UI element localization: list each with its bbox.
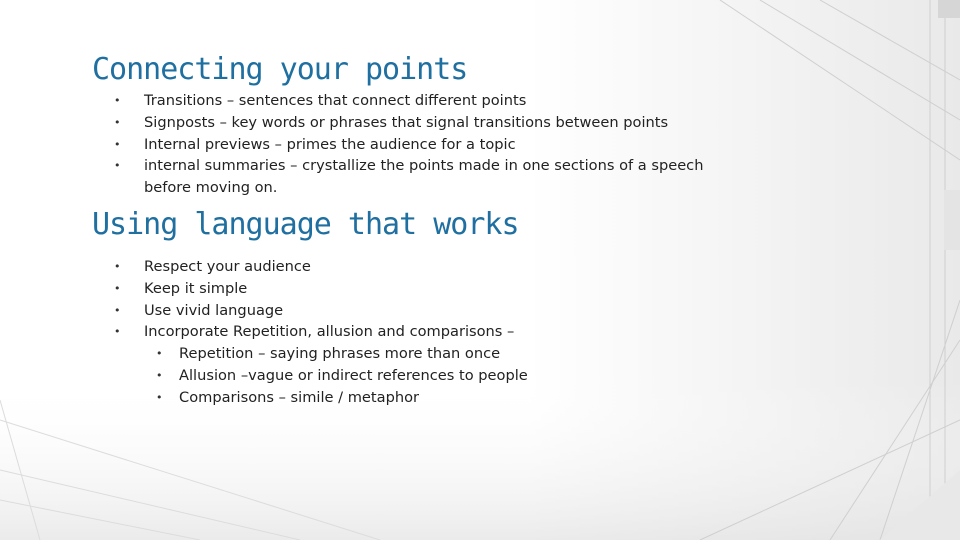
list-item-text: internal summaries – crystallize the points made in one sections of a speech before moving on.	[144, 157, 704, 197]
using-language-list	[114, 256, 634, 409]
list-item-text: Internal previews – primes the audience for a topic	[144, 135, 516, 153]
list-item-text: Use vivid language	[144, 301, 284, 319]
bullet-icon: •	[156, 347, 163, 361]
bullet-icon: •	[114, 303, 121, 317]
sub-list-item	[144, 343, 634, 365]
sub-list-item-text: Allusion –vague or indirect references to people	[179, 366, 528, 384]
bullet-icon: •	[114, 325, 121, 339]
list-item	[114, 321, 634, 408]
connecting-points-list	[114, 90, 714, 199]
list-item	[114, 90, 714, 112]
list-item-text: Respect your audience	[144, 258, 311, 275]
list-item	[114, 112, 714, 134]
sub-list-item	[144, 387, 634, 409]
bullet-icon: •	[114, 115, 121, 129]
list-item	[114, 278, 634, 300]
list-item	[114, 155, 714, 199]
bullet-icon: •	[156, 390, 163, 404]
bullet-icon: •	[114, 260, 121, 273]
list-item	[114, 300, 634, 322]
bullet-icon: •	[156, 368, 163, 382]
sub-list-item	[144, 365, 634, 387]
list-item	[114, 256, 634, 278]
sub-list-item-text: Repetition – saying phrases more than once	[179, 345, 501, 363]
section-heading-using-language: Using language that works	[92, 207, 519, 242]
bullet-icon: •	[114, 137, 121, 151]
bullet-icon: •	[114, 281, 121, 295]
list-item	[114, 134, 714, 156]
sub-list	[144, 343, 634, 408]
list-item-text: Signposts – key words or phrases that signal transitions between points	[144, 113, 669, 131]
bullet-icon: •	[114, 94, 121, 107]
list-item-text: Transitions – sentences that connect different points	[144, 92, 527, 109]
section-heading-connecting-points: Connecting your points	[92, 52, 468, 87]
list-item-text: Keep it simple	[144, 279, 248, 297]
bullet-icon: •	[114, 159, 121, 173]
list-item-text: Incorporate Repetition, allusion and comparisons –	[144, 323, 515, 341]
sub-list-item-text: Comparisons – simile / metaphor	[179, 388, 420, 406]
